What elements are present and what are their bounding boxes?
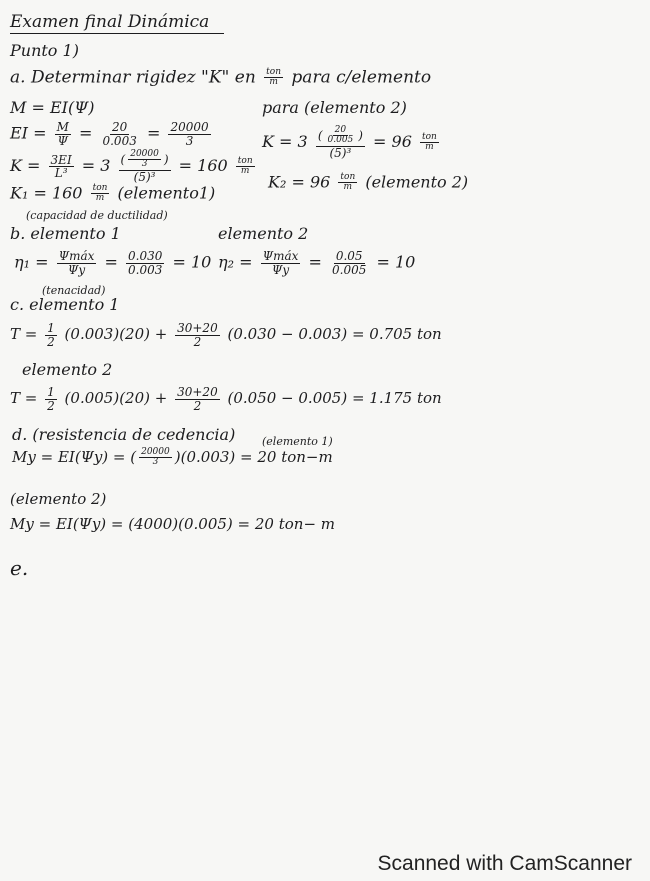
ductility-element2: η₂ = $\frac{\text{Ψmáx}}{\Psi y}$ = $\frac{0.05}{0.005}$ = 10	[218, 249, 416, 277]
yield-element2: My = EI(Ψy) = (4000)(0.005) = 20 ton− m	[10, 515, 336, 533]
k-element2-equation: K = 3 ( $\frac{20}{0.005}$ ) (5)³ = 96 $\frac{\text{ton}}{m}$	[262, 125, 437, 160]
yield-element1: My = EI(Ψy) = ( $\frac{20000}{3}$ )(0.003) = 20 ton−m	[12, 447, 333, 468]
part-b-heading: b. elemento 1	[10, 224, 121, 243]
ei-equation: EI = $\frac{M}{\Psi}$ = $\frac{20}{0.003}$ = $\frac{20000}{3}$	[10, 120, 209, 148]
part-d-heading: d. (resistencia de cedencia)	[12, 425, 236, 444]
k-equation: K = $\frac{3EI}{\text{L³}}$ = 3 ( $\frac{20000}{3}$ ) (5)³ = 160 $\frac{\text{ton}}{m}$	[10, 149, 253, 184]
yield-note-element1: (elemento 1)	[262, 435, 333, 448]
toughness-note: (tenacidad)	[42, 284, 106, 297]
element2-heading: para (elemento 2)	[262, 98, 407, 117]
section-label: Punto 1)	[10, 41, 79, 60]
k2-result: K₂ = 96 $\frac{\text{ton}}{m}$ (elemento 2)	[268, 172, 469, 193]
moment-equation: M = EI(Ψ)	[10, 98, 95, 117]
ductility-element1: η₁ = $\frac{\text{Ψmáx}}{\Psi y}$ = $\frac{0.030}{0.003}$ = 10	[14, 249, 212, 277]
scanner-watermark: Scanned with CamScanner	[377, 852, 632, 875]
part-e-heading: e.	[10, 556, 29, 580]
part-b-element2: elemento 2	[218, 224, 309, 243]
part-c-heading: c. elemento 1	[10, 295, 120, 314]
part-c-element2: elemento 2	[22, 360, 113, 379]
part-a-heading: a. Determinar rigidez "K" en $\frac{\text{ton}}{m}$ para c/elemento	[10, 67, 432, 88]
k1-result: K₁ = 160 $\frac{\text{ton}}{m}$ (elemento1)	[10, 183, 216, 204]
ductility-note: (capacidad de ductilidad)	[26, 209, 168, 222]
toughness-element2: T = $\frac{1}{2}$ (0.005)(20) + $\frac{30+20}{2}$ (0.050 − 0.005) = 1.175 ton	[10, 385, 442, 413]
title-underline	[10, 33, 224, 34]
yield-element2-label: (elemento 2)	[10, 490, 107, 508]
toughness-element1: T = $\frac{1}{2}$ (0.003)(20) + $\frac{30+20}{2}$ (0.030 − 0.003) = 0.705 ton	[10, 321, 442, 349]
unit-fraction: $\frac{\text{ton}}{m}$	[266, 67, 282, 88]
page-title: Examen final Dinámica	[10, 12, 210, 32]
